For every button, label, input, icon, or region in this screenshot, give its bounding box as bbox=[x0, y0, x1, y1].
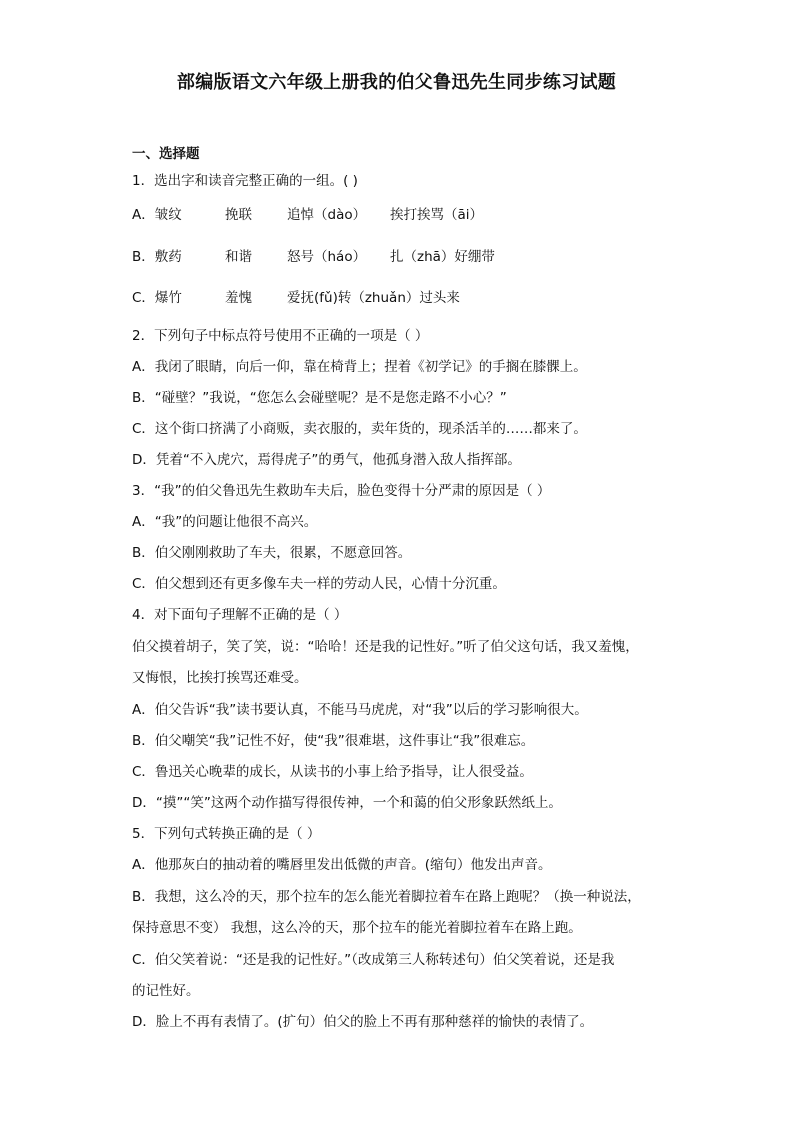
question-4-option-b: B．伯父嘲笑“我”记性不好，使“我”很难堪，这件事让“我”很难忘。 bbox=[132, 733, 535, 749]
q1-a-word4: 挨打挨骂（āi） bbox=[390, 207, 484, 223]
question-2-option-b: B．“碰壁？”我说，“您怎么会碰壁呢？是不是您走路不小心？” bbox=[132, 390, 507, 406]
q1-b-word1: B．敷药 bbox=[132, 249, 182, 265]
q1-b-word3: 怒号（háo） bbox=[287, 249, 367, 265]
question-3-option-b: B．伯父刚刚救助了车夫，很累，不愿意回答。 bbox=[132, 545, 412, 561]
question-1-option-b bbox=[132, 248, 495, 266]
question-1-option-a bbox=[132, 206, 483, 224]
q1-c-word3: 爱抚(fǔ)转（zhuǎn）过头来 bbox=[287, 290, 460, 306]
question-5-option-d: D．脸上不再有表情了。(扩句）伯父的脸上不再有那种慈祥的愉快的表情了。 bbox=[132, 1014, 594, 1030]
q1-b-word2: 和谐 bbox=[225, 249, 252, 265]
question-5-option-b-line-1: B．我想，这么冷的天，那个拉车的怎么能光着脚拉着车在路上跑呢？（换一种说法， bbox=[132, 889, 641, 905]
question-4-option-c: C．鲁迅关心晚辈的成长，从读书的小事上给予指导，让人很受益。 bbox=[132, 764, 533, 780]
question-5-option-a: A．他那灰白的抽动着的嘴唇里发出低微的声音。(缩句）他发出声音。 bbox=[132, 857, 552, 873]
section-heading: 一、选择题 bbox=[132, 146, 200, 162]
question-4-option-a: A．伯父告诉“我”读书要认真，不能马马虎虎，对“我”以后的学习影响很大。 bbox=[132, 702, 588, 718]
q1-a-word2: 挽联 bbox=[225, 207, 252, 223]
question-4-passage-line-2: 又悔恨，比挨打挨骂还难受。 bbox=[132, 670, 308, 686]
page-title: 部编版语文六年级上册我的伯父鲁迅先生同步练习试题 bbox=[176, 72, 617, 93]
q1-a-word3: 追悼（dào） bbox=[287, 207, 367, 223]
question-2-option-d: D．凭着“不入虎穴，焉得虎子”的勇气，他孤身潜入敌人指挥部。 bbox=[132, 452, 521, 468]
question-2-option-a: A．我闭了眼睛，向后一仰，靠在椅背上；捏着《初学记》的手搁在膝髁上。 bbox=[132, 359, 587, 375]
question-5-option-c-line-1: C．伯父笑着说：“还是我的记性好。”（改成第三人称转述句）伯父笑着说，还是我 bbox=[132, 952, 615, 968]
question-1-option-c bbox=[132, 289, 460, 307]
question-5-option-b-line-2: 保持意思不变） 我想，这么冷的天，那个拉车的能光着脚拉着车在路上跑。 bbox=[132, 920, 582, 936]
question-5-option-c-line-2: 的记性好。 bbox=[132, 983, 200, 999]
question-4-stem: 4．对下面句子理解不正确的是（ ） bbox=[132, 607, 348, 623]
question-4-option-d: D．“摸”“笑”这两个动作描写得很传神，一个和蔼的伯父形象跃然纸上。 bbox=[132, 795, 562, 811]
question-2-stem: 2．下列句子中标点符号使用不正确的一项是（ ） bbox=[132, 328, 429, 344]
q1-c-word1: C．爆竹 bbox=[132, 290, 182, 306]
question-5-stem: 5．下列句式转换正确的是（ ） bbox=[132, 826, 321, 842]
q1-a-word1: A．皱纹 bbox=[132, 207, 182, 223]
question-2-option-c: C．这个街口挤满了小商贩，卖衣服的，卖年货的，现杀活羊的……都来了。 bbox=[132, 421, 587, 437]
question-3-option-c: C．伯父想到还有更多像车夫一样的劳动人民，心情十分沉重。 bbox=[132, 576, 506, 592]
q1-c-word2: 羞愧 bbox=[225, 290, 252, 306]
question-4-passage-line-1: 伯父摸着胡子，笑了笑，说：“哈哈！还是我的记性好。”听了伯父这句话，我又羞愧， bbox=[132, 639, 639, 655]
question-3-option-a: A．“我”的问题让他很不高兴。 bbox=[132, 514, 318, 530]
question-1-stem: 1．选出字和读音完整正确的一组。( ) bbox=[132, 173, 358, 189]
question-3-stem: 3．“我”的伯父鲁迅先生救助车夫后，脸色变得十分严肃的原因是（ ） bbox=[132, 483, 551, 499]
q1-b-word4: 扎（zhā）好绷带 bbox=[390, 249, 495, 265]
